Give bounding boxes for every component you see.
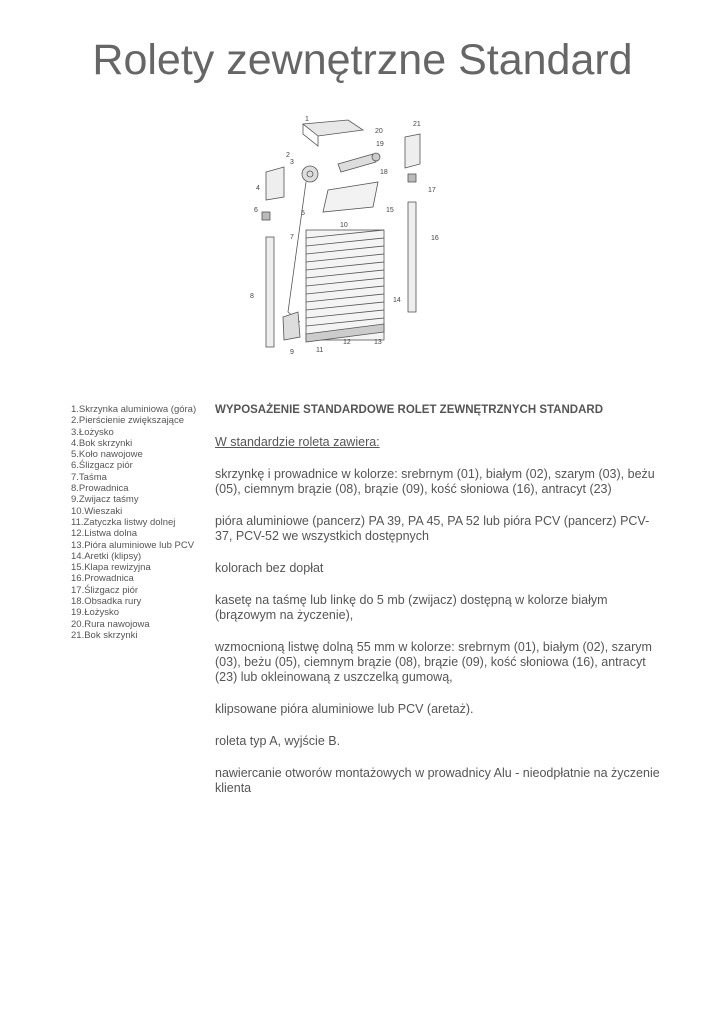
- parts-list-item: 20.Rura nawojowa: [71, 618, 150, 630]
- diagram-label: 5: [301, 210, 305, 217]
- page-title: Rolety zewnętrzne Standard: [92, 36, 633, 84]
- diagram-label: 13: [374, 339, 382, 346]
- parts-list-item: 19.Łożysko: [71, 607, 120, 619]
- diagram-label: 8: [250, 293, 254, 300]
- parts-list-item: 7.Taśma: [71, 471, 107, 483]
- diagram-label: 9: [290, 349, 294, 356]
- parts-list-item: 18.Obsadka rury: [71, 596, 142, 608]
- parts-list-item: 2.Pierścienie zwiększające: [71, 415, 184, 427]
- parts-list-item: 13.Pióra aluminiowe lub PCV: [71, 539, 195, 551]
- parts-list: [71, 404, 206, 641]
- diagram-label: 11: [316, 347, 324, 354]
- parts-list-item: 12.Listwa dolna: [71, 528, 138, 540]
- diagram-label: 2: [286, 152, 290, 159]
- diagram-label: 15: [386, 207, 394, 214]
- parts-list-item: 15.Klapa rewizyjna: [71, 562, 151, 574]
- diagram-label: 16: [431, 235, 439, 242]
- roller-shutter-exploded-diagram: [248, 112, 448, 362]
- equipment-paragraph: roleta typ A, wyjście B.: [215, 734, 341, 748]
- equipment-paragraph: wzmocnioną listwę dolną 55 mm w kolorze: srebrnym (01), białym (02), szarym (03), beżu (05), ciemnym brązie (08), brązie (09), kość słoniowa (16), antracyt (23) lub okleinowaną z uszczelką gumową,: [215, 640, 652, 684]
- parts-list-item: 3.Łożysko: [71, 426, 114, 438]
- parts-list-item: 11.Zatyczka listwy dolnej: [71, 516, 176, 528]
- parts-list-item: 1.Skrzynka aluminiowa (góra): [71, 404, 197, 415]
- equipment-paragraph: pióra aluminiowe (pancerz) PA 39, PA 45, PA 52 lub pióra PCV (pancerz) PCV-37, PCV-52 we wszystkich dostępnych: [215, 514, 650, 543]
- diagram-label: 21: [413, 121, 421, 128]
- diagram-label: 20: [375, 128, 383, 135]
- diagram-label: 14: [393, 297, 401, 304]
- diagram-label: 18: [380, 169, 388, 176]
- diagram-label: 7: [290, 234, 294, 241]
- parts-list-item: 6.Ślizgacz piór: [71, 460, 133, 472]
- diagram-label: 12: [343, 339, 351, 346]
- parts-list-item: 14.Aretki (klipsy): [71, 550, 142, 562]
- standard-equipment-section: [215, 403, 665, 813]
- equipment-paragraph: klipsowane pióra aluminiowe lub PCV (aretaż).: [215, 702, 474, 716]
- parts-list-item: 9.Zwijacz taśmy: [71, 494, 139, 506]
- diagram-label: 19: [376, 141, 384, 148]
- diagram-label: 1: [305, 116, 309, 123]
- equipment-paragraph: skrzynkę i prowadnice w kolorze: srebrnym (01), białym (02), szarym (03), beżu (05), ciemnym brązie (08), brązie (09), kość słoniowa (16), antracyt (23): [215, 467, 655, 496]
- parts-list-item: 5.Koło nawojowe: [71, 449, 143, 461]
- section-intro: W standardzie roleta zawiera:: [215, 435, 380, 449]
- diagram-label: 10: [340, 222, 348, 229]
- diagram-label: 6: [254, 207, 258, 214]
- diagram-label: 17: [428, 187, 436, 194]
- section-heading: WYPOSAŻENIE STANDARDOWE ROLET ZEWNĘTRZNYCH STANDARD: [215, 404, 604, 416]
- parts-list-item: 17.Ślizgacz piór: [71, 584, 139, 596]
- parts-list-item: 10.Wieszaki: [71, 505, 123, 517]
- diagram-label: 3: [290, 159, 294, 166]
- parts-list-item: 21.Bok skrzynki: [71, 629, 138, 641]
- parts-list-item: 8.Prowadnica: [71, 483, 129, 495]
- equipment-paragraph: kolorach bez dopłat: [215, 561, 324, 575]
- parts-list-item: 4.Bok skrzynki: [71, 437, 133, 449]
- equipment-paragraph: nawiercanie otworów montażowych w prowadnicy Alu - nieodpłatnie na życzenie klienta: [215, 766, 660, 795]
- diagram-label: 4: [256, 185, 260, 192]
- parts-list-item: 16.Prowadnica: [71, 573, 134, 585]
- equipment-paragraph: kasetę na taśmę lub linkę do 5 mb (zwijacz) dostępną w kolorze białym (brązowym na życzenie),: [215, 593, 608, 622]
